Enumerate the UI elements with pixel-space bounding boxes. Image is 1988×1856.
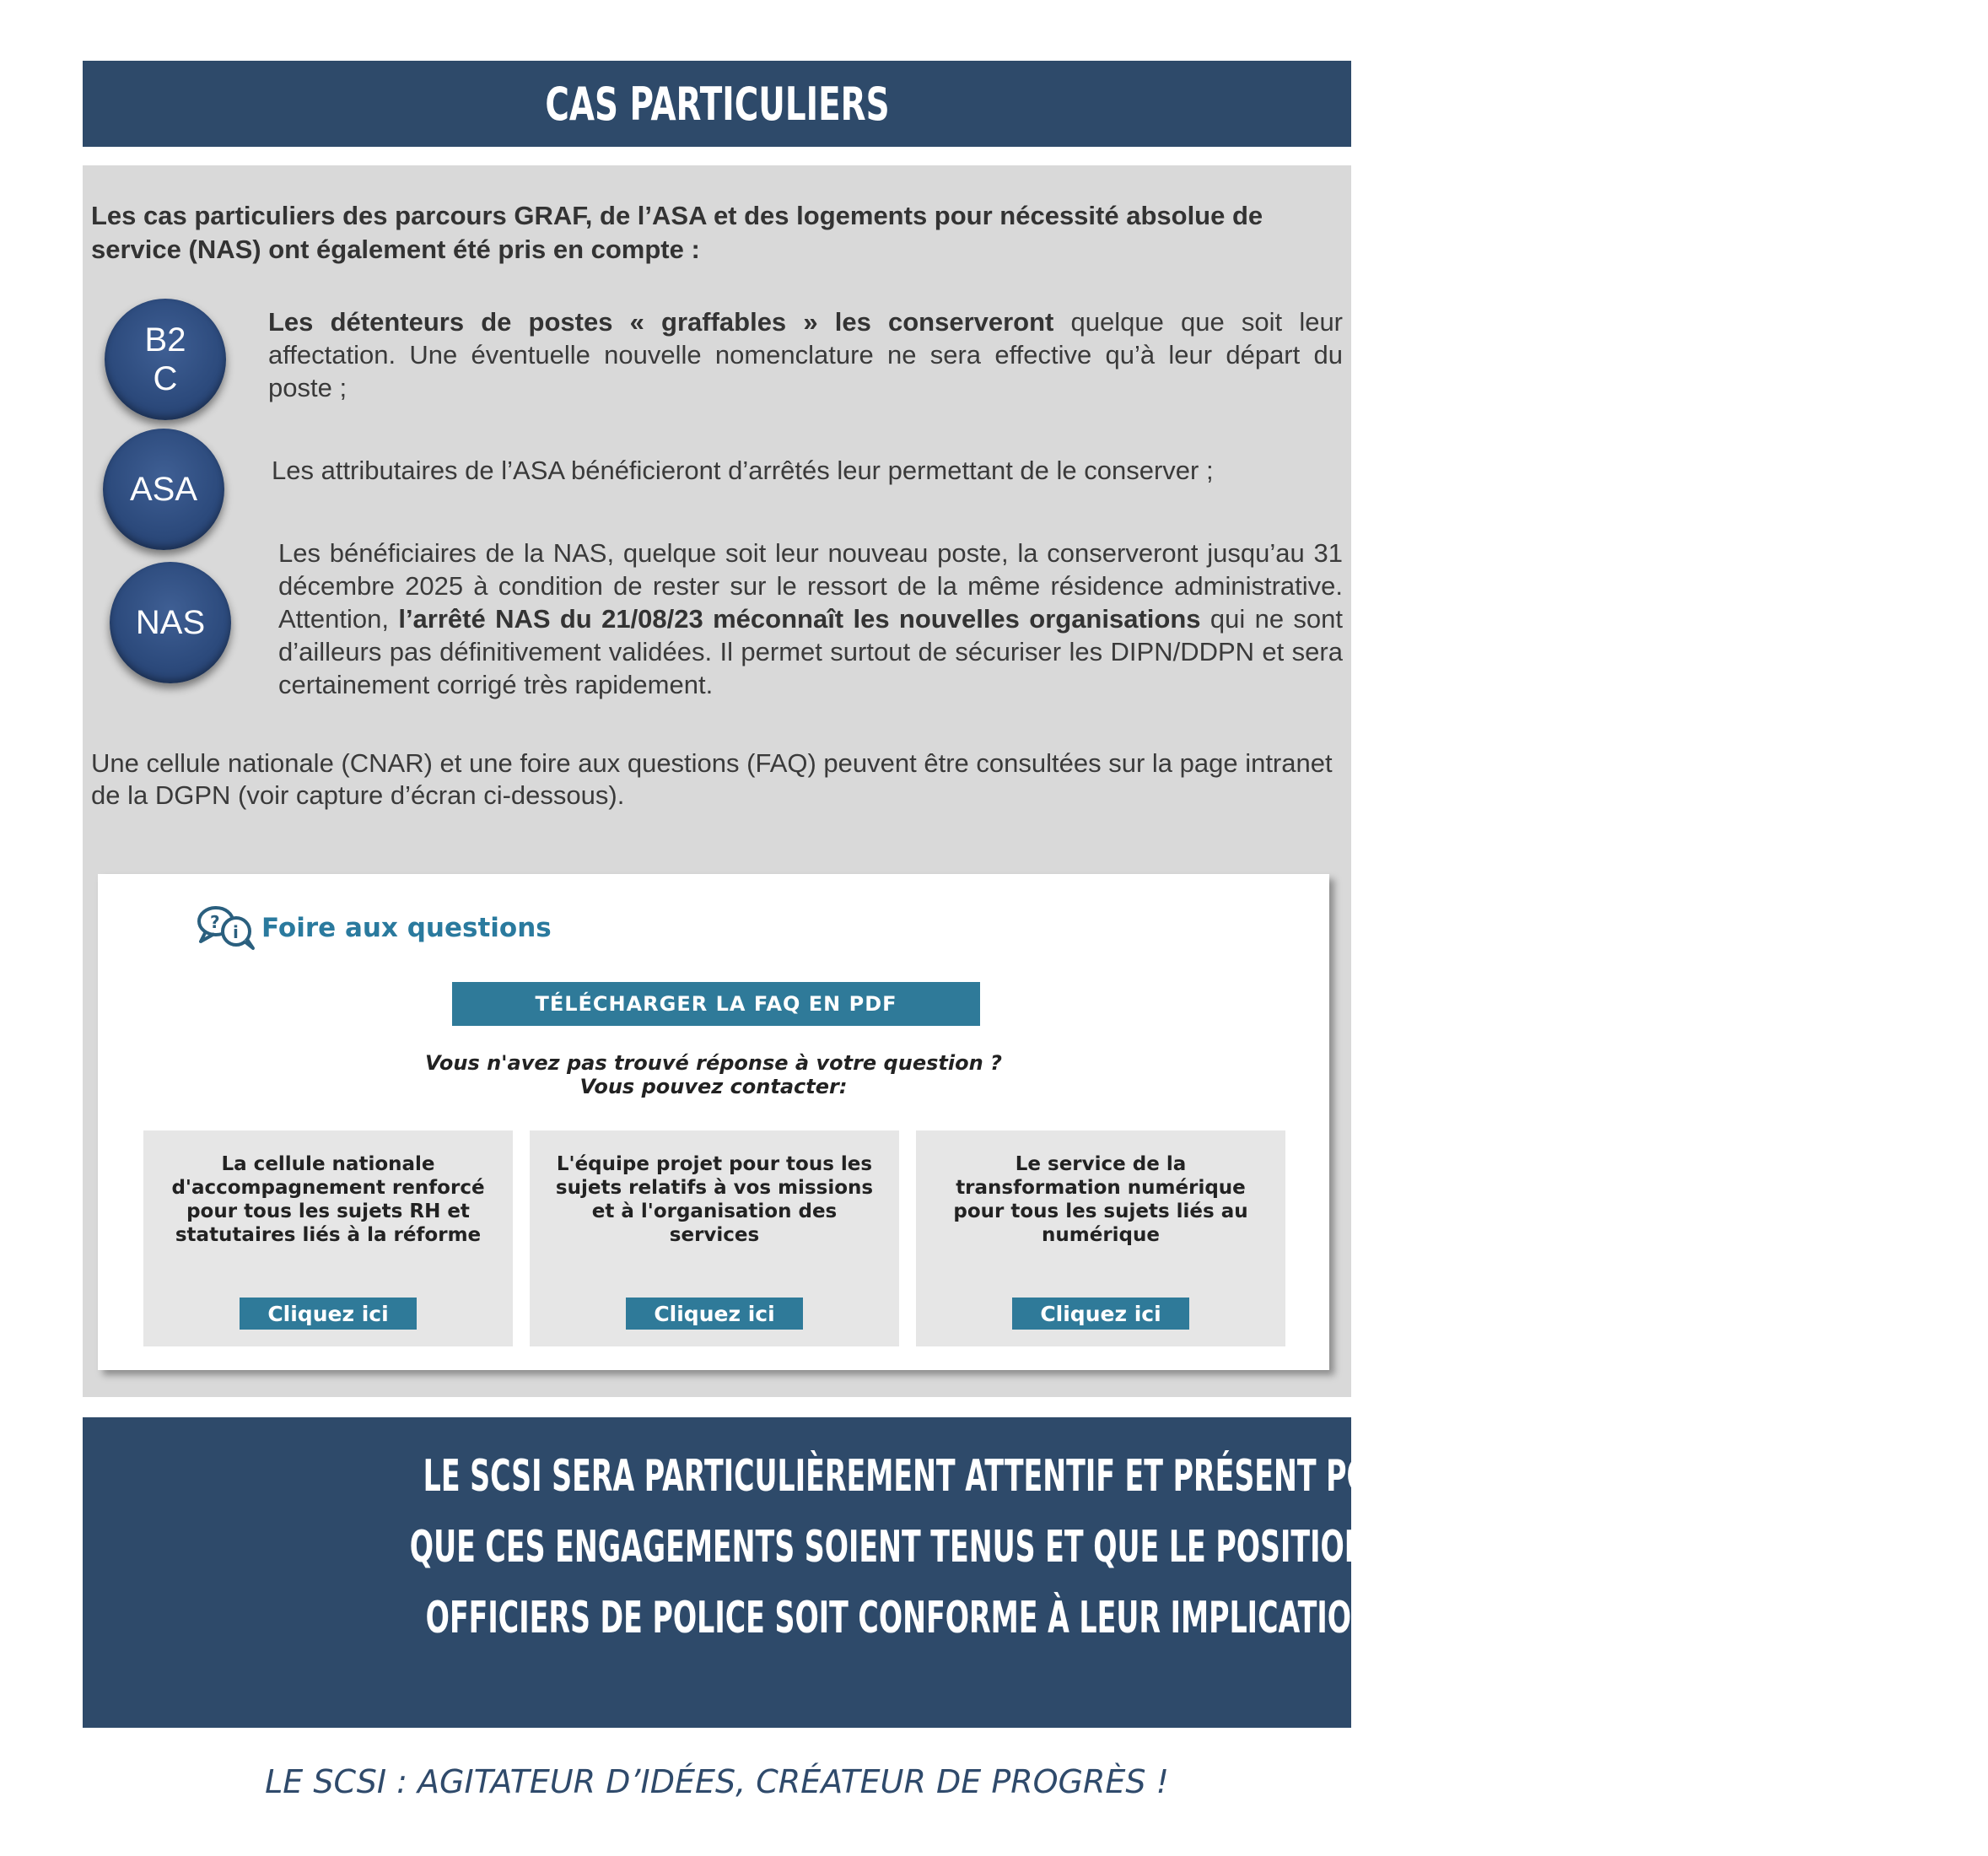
faq-header <box>194 903 552 953</box>
graf-text: quelque que soit leur affectation. Une éventuelle nouvelle nomenclature ne sera effective qu’à leur départ du poste ; <box>268 307 1344 402</box>
banner-line-3: OFFICIERS DE POLICE SOIT CONFORME À LEUR IMPLICATION ET À LEUR RANG <box>425 1593 1646 1643</box>
footer-slogan: LE SCSI : AGITATEUR D’IDÉES, CRÉATEUR DE PROGRÈS ! <box>265 1763 1169 1800</box>
b2c-badge-line2: C <box>153 360 178 397</box>
commitment-banner <box>83 1417 1646 1728</box>
contact-card-rh-text: La cellule nationale d'accompagnement renforcé pour tous les sujets RH et statutaires liés à la réforme <box>171 1153 485 1246</box>
faq-contact-question: Vous n'avez pas trouvé réponse à votre question ? <box>425 1051 1002 1075</box>
faq-title: Foire aux questions <box>261 913 552 943</box>
contact-card-digital <box>916 1130 1285 1346</box>
contact-card-project <box>530 1130 899 1346</box>
asa-badge-label: ASA <box>129 471 198 508</box>
nas-badge <box>110 562 231 683</box>
banner-line-1: LE SCSI SERA PARTICULIÈREMENT ATTENTIF ET PRÉSENT POUR VEILLER À CE <box>423 1451 1634 1502</box>
cnar-paragraph: Une cellule nationale (CNAR) et une foire aux questions (FAQ) peuvent être consultées sur la page intranet de la DGPN (voir capture d’écran ci-dessous). <box>91 748 1333 810</box>
download-faq-pdf-button[interactable]: TÉLÉCHARGER LA FAQ EN PDF <box>452 982 980 1026</box>
svg-text:i: i <box>233 922 239 942</box>
b2c-badge-line1: B2 <box>144 321 186 359</box>
b2c-badge <box>105 299 226 420</box>
contact-card-digital-button[interactable]: Cliquez ici <box>1012 1298 1189 1330</box>
graf-bold-lead: Les détenteurs de postes « graffables » les conserveront <box>268 307 1054 337</box>
faq-contact-prompt: Vous pouvez contacter: <box>579 1075 848 1098</box>
asa-badge <box>103 429 224 550</box>
faq-screenshot <box>98 874 1329 1370</box>
asa-paragraph: Les attributaires de l’ASA bénéficieront d’arrêtés leur permettant de le conserver ; <box>272 456 1214 485</box>
page-title-bar <box>83 61 1351 147</box>
nas-bold-mid: l’arrêté NAS du 21/08/23 méconnaît les nouvelles organisations <box>398 604 1201 634</box>
nas-text-b: qui ne sont d’ailleurs pas définitivement validées. Il permet surtout de sécuriser les DIPN/DDPN et sera certainement corrigé très rapidement. <box>278 604 1343 699</box>
nas-badge-label: NAS <box>135 604 206 641</box>
svg-text:?: ? <box>210 912 220 932</box>
contact-card-project-button[interactable]: Cliquez ici <box>626 1298 803 1330</box>
contact-card-digital-text: Le service de la transformation numérique pour tous les sujets liés au numérique <box>953 1153 1248 1246</box>
contact-card-rh <box>143 1130 513 1346</box>
intro-text: Les cas particuliers des parcours GRAF, de l’ASA et des logements pour nécessité absolue de service (NAS) ont également été pris en compte : <box>91 201 1263 264</box>
banner-line-2: QUE CES ENGAGEMENTS SOIENT TENUS ET QUE LE POSITIONNEMENT DES <box>409 1522 1573 1573</box>
page-title: CAS PARTICULIERS <box>544 77 890 131</box>
nas-paragraph <box>278 537 1343 701</box>
graf-paragraph <box>268 305 1343 404</box>
nas-text-a: Les bénéficiaires de la NAS, quelque soit leur nouveau poste, la conserveront jusqu’au 31 décembre 2025 à condition de rester sur le ressort de la même résidence administrative. Attention, <box>278 538 1343 634</box>
faq-chat-icon <box>194 903 258 953</box>
contact-card-rh-button[interactable]: Cliquez ici <box>240 1298 417 1330</box>
contact-card-project-text: L'équipe projet pour tous les sujets relatifs à vos missions et à l'organisation des services <box>555 1153 874 1246</box>
